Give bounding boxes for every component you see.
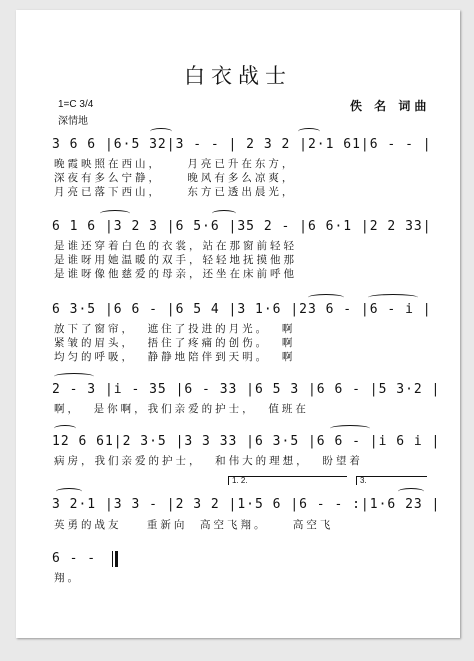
notation-line-1: 3 6 6 |6·5 32|3 - - | 2 3 2 |2·1 61|6 - - |	[52, 137, 432, 152]
first-ending-label: 1. 2.	[232, 476, 248, 485]
slur	[308, 294, 344, 301]
slur	[56, 488, 82, 495]
slur	[100, 210, 130, 217]
notation-line-2: 6 1 6 |3 2 3 |6 5·6 |35 2 - |6 6·1 |2 2 33|	[52, 219, 432, 234]
lyric-line-1-2: 深夜有多么宁静， 晚风有多么凉爽，	[54, 172, 296, 184]
lyric-line-1-1: 晚霞映照在西山， 月亮已升在东方，	[54, 158, 296, 170]
lyric-line-3-3: 均匀的呼吸， 静静地陪伴到天明。 啊	[54, 351, 296, 363]
key-signature: 1=C 3/4	[58, 99, 94, 110]
score-page	[16, 10, 460, 638]
lyric-line-2-1: 是谁还穿着白色的衣裳，站在那窗前轻轻	[54, 240, 297, 252]
lyric-line-2-2: 是谁呀用她温暖的双手，轻轻地抚摸他那	[54, 254, 297, 266]
slur	[212, 210, 236, 217]
lyric-line-7: 翔。	[54, 572, 81, 584]
notation-line-4: 2 - 3 |i - 35 |6 - 33 |6 5 3 |6 6 - |5 3·2 |	[52, 382, 441, 397]
composer-credit: 佚 名 词曲	[350, 99, 431, 113]
lyric-line-4: 啊， 是你啊，我们亲爱的护士， 值班在	[54, 403, 309, 415]
slur	[330, 425, 370, 432]
lyric-line-3-1: 放下了窗帘， 遮住了投进的月光。 啊	[54, 323, 296, 335]
slur	[54, 425, 76, 432]
notation-line-7: 6 - -	[52, 551, 105, 566]
notation-line-3: 6 3·5 |6 6 - |6 5 4 |3 1·6 |23 6 - |6 - i |	[52, 302, 432, 317]
slur	[54, 373, 94, 380]
second-ending-label: 3.	[360, 476, 367, 485]
notation-line-6: 3 2·1 |3 3 - |2 3 2 |1·5 6 |6 - - :|1·6 23 |	[52, 497, 441, 512]
slur	[368, 294, 418, 301]
song-title: 白衣战士	[184, 64, 292, 88]
lyric-line-2-3: 是谁呀像他慈爱的母亲，还坐在床前呼他	[54, 268, 297, 280]
lyric-line-6: 英勇的战友 重新向 高空飞翔。 高空飞	[54, 519, 334, 531]
final-barline	[112, 551, 119, 567]
slur	[150, 128, 172, 135]
notation-line-5: 12 6 61|2 3·5 |3 3 33 |6 3·5 |6 6 - |i 6 i |	[52, 434, 441, 449]
lyric-line-5: 病房，我们亲爱的护士， 和伟大的理想， 盼望着	[54, 455, 363, 467]
lyric-line-1-3: 月亮已落下西山， 东方已透出晨光，	[54, 186, 296, 198]
slur	[398, 488, 424, 495]
slur	[298, 128, 320, 135]
tempo-marking: 深情地	[58, 116, 88, 127]
lyric-line-3-2: 紧皱的眉头， 捂住了疼痛的创伤。 啊	[54, 337, 296, 349]
